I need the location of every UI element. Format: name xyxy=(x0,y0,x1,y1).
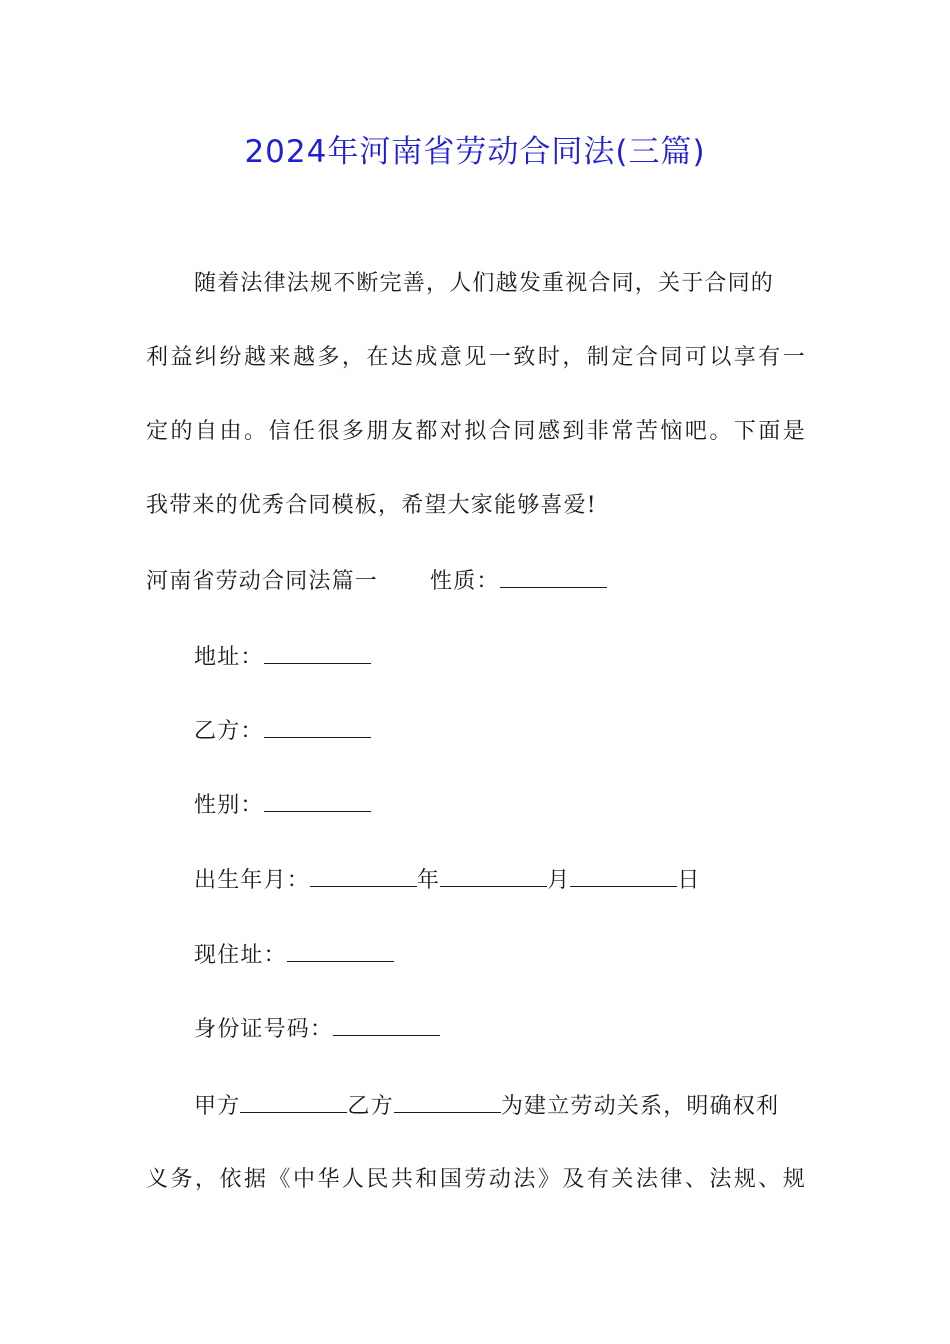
birth-label: 出生年月： xyxy=(194,868,311,893)
gender-row xyxy=(194,789,854,822)
gender-blank xyxy=(264,789,371,812)
gender-label: 性别： xyxy=(194,793,264,818)
intro-line-3: 定的自由。信任很多朋友都对拟合同感到非常苦恼吧。下面是 xyxy=(146,419,806,444)
id-blank xyxy=(333,1013,440,1036)
document-title: 2024年河南省劳动合同法(三篇) xyxy=(244,134,706,170)
day-label: 日 xyxy=(677,868,701,893)
intro-line-1: 随着法律法规不断完善，人们越发重视合同，关于合同的 xyxy=(194,271,775,296)
birth-row xyxy=(194,864,854,897)
paragraph-1-line-2: 义务，依据《中华人民共和国劳动法》及有关法律、法规、规 xyxy=(146,1167,806,1192)
party-a-label: 甲方 xyxy=(194,1094,241,1119)
address-row xyxy=(194,641,854,674)
birth-year-blank xyxy=(310,864,417,887)
intro-line-2: 利益纠纷越来越多，在达成意见一致时，制定合同可以享有一 xyxy=(146,345,806,370)
month-label: 月 xyxy=(547,868,571,893)
birth-day-blank xyxy=(570,864,677,887)
intro-line-4: 我带来的优秀合同模板，希望大家能够喜爱! xyxy=(146,493,597,518)
year-label: 年 xyxy=(417,868,441,893)
party-b-blank xyxy=(264,715,371,738)
party-b-row xyxy=(194,715,854,748)
party-b-inline-blank xyxy=(394,1090,501,1113)
paragraph-1-line-1 xyxy=(194,1090,806,1123)
paragraph-1-text: 为建立劳动关系，明确权利 xyxy=(500,1094,780,1119)
id-label: 身份证号码： xyxy=(194,1017,334,1042)
residence-blank xyxy=(287,939,394,962)
section-heading: 河南省劳动合同法篇一 xyxy=(146,569,379,594)
residence-label: 现住址： xyxy=(194,943,287,968)
nature-label: 性质： xyxy=(430,569,500,594)
address-blank xyxy=(264,641,371,664)
party-b-inline-label: 乙方 xyxy=(347,1094,394,1119)
section-heading-row xyxy=(146,565,806,598)
birth-month-blank xyxy=(440,864,547,887)
residence-row xyxy=(194,939,854,972)
address-label: 地址： xyxy=(194,645,264,670)
id-row xyxy=(194,1013,854,1046)
party-a-blank xyxy=(240,1090,347,1113)
nature-blank xyxy=(500,565,607,588)
party-b-label: 乙方： xyxy=(194,719,264,744)
